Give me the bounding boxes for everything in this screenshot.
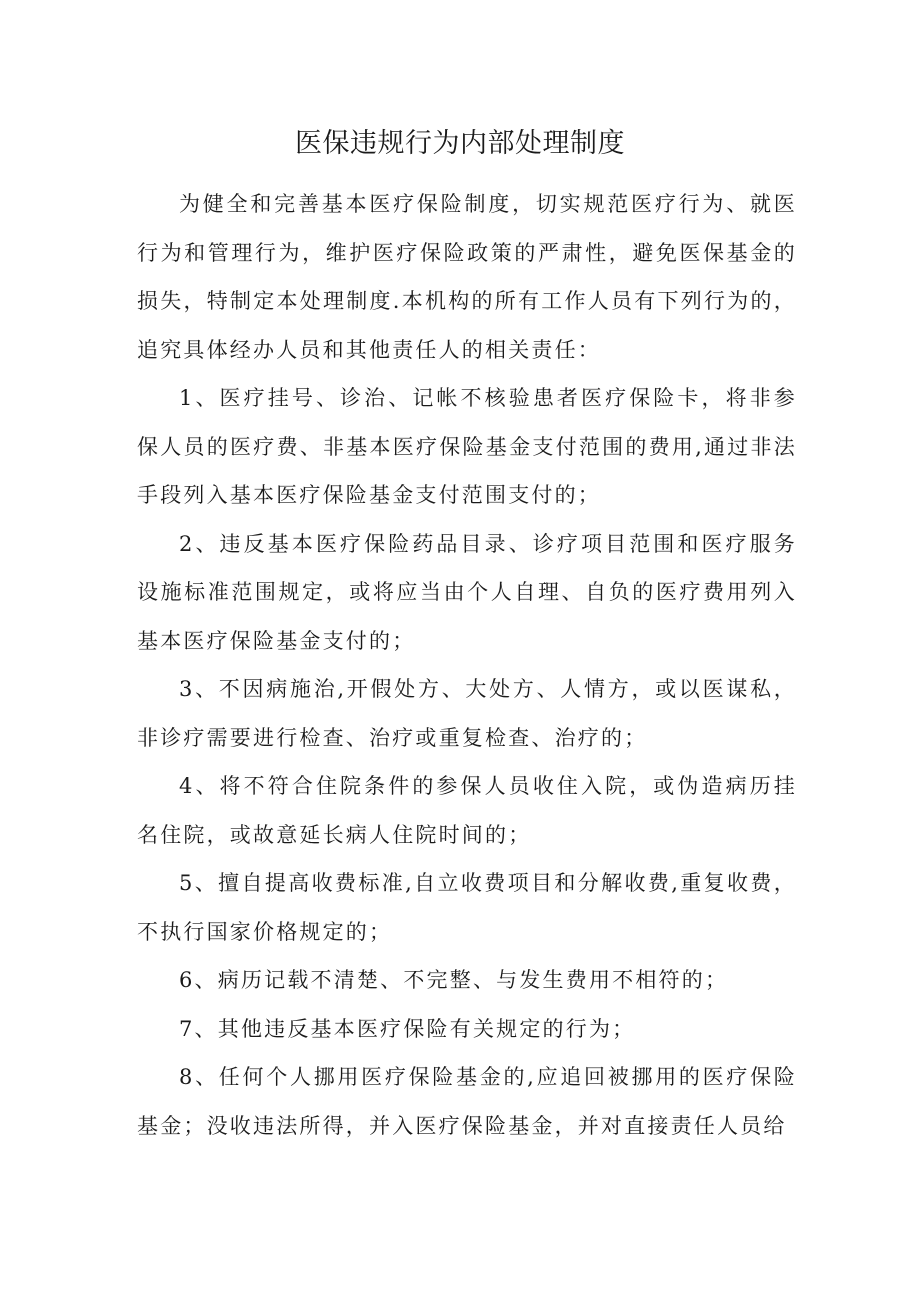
paragraph-item-4: 4、将不符合住院条件的参保人员收住入院，或伪造病历挂名住院，或故意延长病人住院时间的； — [137, 774, 797, 847]
paragraph-item-1: 1、医疗挂号、诊治、记帐不核验患者医疗保险卡，将非参保人员的医疗费、非基本医疗保险基金支付范围的费用,通过非法手段列入基本医疗保险基金支付范围支付的； — [137, 386, 797, 507]
paragraph-item-8: 8、任何个人挪用医疗保险基金的,应追回被挪用的医疗保险基金；没收违法所得，并入医疗保险基金，并对直接责任人员给 — [137, 1065, 797, 1138]
paragraph-item-6: 6、病历记载不清楚、不完整、与发生费用不相符的； — [179, 968, 729, 992]
paragraph-item-7: 7、其他违反基本医疗保险有关规定的行为； — [179, 1016, 636, 1041]
paragraph-item-3: 3、不因病施治,开假处方、大处方、人情方，或以医谋私，非诊疗需要进行检查、治疗或重复检查、治疗的； — [137, 677, 797, 750]
paragraph-intro: 为健全和完善基本医疗保险制度，切实规范医疗行为、就医行为和管理行为，维护医疗保险政策的严肃性，避免医保基金的损失，特制定本处理制度.本机构的所有工作人员有下列行为的，追究具体经办人员和其他责任人的相关责任： — [137, 192, 797, 362]
paragraph-item-5: 5、擅自提高收费标准,自立收费项目和分解收费,重复收费，不执行国家价格规定的； — [137, 871, 797, 944]
document-body — [137, 180, 797, 1150]
paragraph-item-2: 2、违反基本医疗保险药品目录、诊疗项目范围和医疗服务设施标准范围规定，或将应当由个人自理、自负的医疗费用列入基本医疗保险基金支付的； — [137, 531, 797, 653]
document-title: 医保违规行为内部处理制度 — [295, 128, 625, 159]
